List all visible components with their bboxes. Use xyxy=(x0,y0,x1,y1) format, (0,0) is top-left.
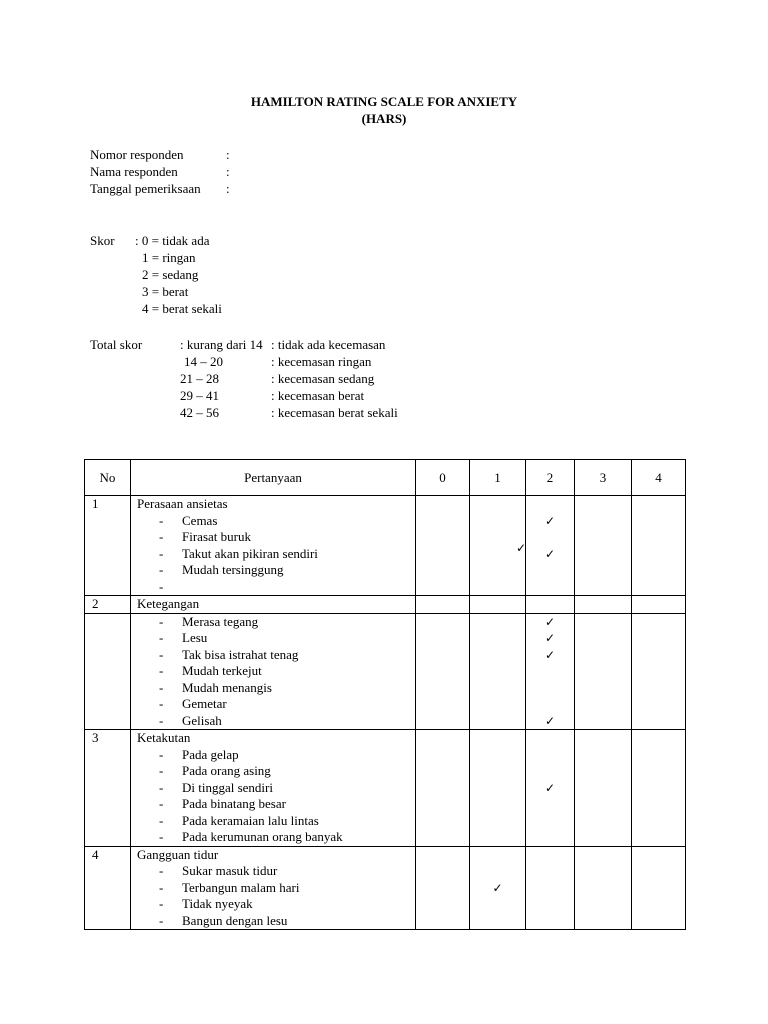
list-item xyxy=(137,829,415,846)
list-item xyxy=(137,663,415,680)
list-item xyxy=(137,780,415,797)
question-item: Pada kerumunan orang banyak xyxy=(182,829,343,844)
list-item xyxy=(137,562,415,579)
list-item xyxy=(137,647,415,664)
question-cell xyxy=(131,496,416,596)
bullet-dash: - xyxy=(159,829,164,844)
table-row xyxy=(85,846,686,930)
question-item: Cemas xyxy=(182,512,218,528)
bullet-dash: - xyxy=(159,630,164,645)
total-range: 14 – 20 xyxy=(184,354,223,369)
question-cell xyxy=(131,730,416,847)
bullet-dash: - xyxy=(159,696,164,711)
skor-line: 2 = sedang xyxy=(142,267,199,282)
total-desc: : kecemasan sedang xyxy=(271,371,375,386)
list-item xyxy=(137,713,415,730)
list-item xyxy=(137,796,415,813)
question-cell xyxy=(131,846,416,930)
item-number: 1 xyxy=(85,496,131,596)
bullet-dash: - xyxy=(159,562,164,577)
list-item xyxy=(137,863,415,880)
header-score-2: 2 xyxy=(526,460,575,496)
bullet-dash: - xyxy=(159,512,164,528)
table-row xyxy=(85,730,686,847)
question-item: Lesu xyxy=(182,630,208,645)
checkmark-icon: ✓ xyxy=(544,546,556,561)
item-number xyxy=(85,613,131,730)
score-cell-1[interactable] xyxy=(470,613,526,730)
score-cell-4[interactable] xyxy=(632,613,686,730)
score-cell-0[interactable] xyxy=(416,613,470,730)
exam-date-colon: : xyxy=(226,181,230,196)
list-item xyxy=(137,614,415,631)
list-item xyxy=(137,896,415,913)
total-range: : kurang dari 14 xyxy=(180,337,263,352)
bullet-dash: - xyxy=(159,613,164,629)
question-item: Terbangun malam hari xyxy=(182,879,300,895)
list-item xyxy=(137,913,415,930)
question-cell xyxy=(131,613,416,730)
question-item: Pada keramaian lalu lintas xyxy=(182,812,319,828)
header-score-4: 4 xyxy=(632,460,686,496)
question-item: Mudah menangis xyxy=(182,679,272,695)
list-item xyxy=(137,696,415,713)
list-item xyxy=(137,546,415,563)
score-cell-2[interactable] xyxy=(526,613,575,730)
list-item xyxy=(137,529,415,546)
table-row xyxy=(85,613,686,730)
bullet-dash: - xyxy=(159,912,164,928)
question-category: Ketakutan xyxy=(137,730,191,745)
question-item: Bangun dengan lesu xyxy=(182,912,288,928)
total-range: 29 – 41 xyxy=(180,388,219,403)
score-cell-4[interactable] xyxy=(632,730,686,847)
item-number: 4 xyxy=(85,846,131,930)
total-desc: : tidak ada kecemasan xyxy=(271,337,386,352)
form-title xyxy=(0,93,768,127)
question-item: Gelisah xyxy=(182,712,222,728)
score-cell-3[interactable] xyxy=(575,730,632,847)
checkmark-icon: ✓ xyxy=(544,513,556,528)
header-no: No xyxy=(85,460,131,496)
question-item: Merasa tegang xyxy=(182,613,259,629)
exam-date-label: Tanggal pemeriksaan xyxy=(90,181,201,196)
question-item: Takut akan pikiran sendiri xyxy=(182,545,318,561)
score-cell-4[interactable] xyxy=(632,496,686,596)
bullet-dash: - xyxy=(159,779,164,795)
question-item: Firasat buruk xyxy=(182,529,251,544)
question-item: Di tinggal sendiri xyxy=(182,779,273,795)
question-item: Pada orang asing xyxy=(182,763,271,778)
hars-table xyxy=(84,459,686,930)
header-score-1: 1 xyxy=(470,460,526,496)
checkmark-icon: ✓ xyxy=(544,647,556,662)
bullet-dash: - xyxy=(159,545,164,561)
bullet-dash: - xyxy=(159,578,164,594)
skor-label: Skor xyxy=(90,233,115,248)
score-cell-0[interactable] xyxy=(416,730,470,847)
list-item xyxy=(137,630,415,647)
score-cell-2[interactable] xyxy=(526,596,575,614)
bullet-dash: - xyxy=(159,863,164,878)
question-item: Mudah terkejut xyxy=(182,663,262,678)
checkmark-icon: ✓ xyxy=(544,631,556,645)
question-item: Pada binatang besar xyxy=(182,796,286,811)
score-cell-0[interactable] xyxy=(416,846,470,930)
score-cell-0[interactable] xyxy=(416,496,470,596)
question-item: Tak bisa istrahat tenag xyxy=(182,646,299,662)
list-item xyxy=(137,747,415,764)
total-skor-label: Total skor xyxy=(90,337,143,352)
bullet-dash: - xyxy=(159,646,164,662)
question-item: Tidak nyeyak xyxy=(182,896,253,911)
bullet-dash: - xyxy=(159,796,164,811)
score-cell-1[interactable] xyxy=(470,596,526,614)
question-item: Mudah tersinggung xyxy=(182,562,284,577)
question-item: Gemetar xyxy=(182,696,227,711)
skor-line: : 0 = tidak ada xyxy=(135,233,210,248)
question-category: Ketegangan xyxy=(137,596,200,611)
question-category: Perasaan ansietas xyxy=(137,496,228,511)
checkmark-icon: ✓ xyxy=(544,780,556,795)
checkmark-icon: ✓ xyxy=(544,713,556,728)
question-item: Pada gelap xyxy=(182,746,239,762)
total-desc: : kecemasan ringan xyxy=(271,354,372,369)
bullet-dash: - xyxy=(159,812,164,828)
respondent-number-label: Nomor responden xyxy=(90,147,184,162)
skor-line: 3 = berat xyxy=(142,284,189,299)
respondent-number-colon: : xyxy=(226,147,230,162)
score-cell-2[interactable] xyxy=(526,496,575,596)
score-cell-3[interactable] xyxy=(575,613,632,730)
checkmark-icon: ✓ xyxy=(516,541,527,555)
question-category: Gangguan tidur xyxy=(137,846,219,862)
skor-line: 4 = berat sekali xyxy=(142,301,222,316)
header-score-0: 0 xyxy=(416,460,470,496)
bullet-dash: - xyxy=(159,879,164,895)
bullet-dash: - xyxy=(159,746,164,762)
list-item xyxy=(137,763,415,780)
total-desc: : kecemasan berat sekali xyxy=(271,405,398,420)
table-row xyxy=(85,596,686,614)
list-item xyxy=(137,513,415,530)
header-score-3: 3 xyxy=(575,460,632,496)
item-number: 2 xyxy=(85,596,131,614)
bullet-dash: - xyxy=(159,529,164,544)
table-header-row xyxy=(85,460,686,496)
list-item xyxy=(137,813,415,830)
score-cell-3[interactable] xyxy=(575,846,632,930)
bullet-dash: - xyxy=(159,763,164,778)
checkmark-icon: ✓ xyxy=(544,614,556,629)
score-cell-0[interactable] xyxy=(416,596,470,614)
score-cell-3[interactable] xyxy=(575,496,632,596)
total-range: 42 – 56 xyxy=(180,405,219,420)
list-item xyxy=(137,680,415,697)
bullet-dash: - xyxy=(159,679,164,695)
score-cell-3[interactable] xyxy=(575,596,632,614)
bullet-dash: - xyxy=(159,712,164,728)
checkmark-icon: ✓ xyxy=(492,880,503,895)
bullet-dash: - xyxy=(159,663,164,678)
score-cell-4[interactable] xyxy=(632,596,686,614)
score-cell-1[interactable] xyxy=(470,846,526,930)
question-item: Sukar masuk tidur xyxy=(182,863,278,878)
score-cell-1[interactable] xyxy=(470,730,526,847)
table-row xyxy=(85,496,686,596)
respondent-name-label: Nama responden xyxy=(90,164,178,179)
respondent-name-colon: : xyxy=(226,164,230,179)
total-desc: : kecemasan berat xyxy=(271,388,365,403)
bullet-dash: - xyxy=(159,896,164,911)
title-line-2: (HARS) xyxy=(361,111,407,126)
question-cell xyxy=(131,596,416,614)
item-number: 3 xyxy=(85,730,131,847)
score-cell-4[interactable] xyxy=(632,846,686,930)
title-line-1: HAMILTON RATING SCALE FOR ANXIETY xyxy=(250,94,518,109)
total-range: 21 – 28 xyxy=(180,371,219,386)
list-item xyxy=(137,579,415,596)
skor-line: 1 = ringan xyxy=(142,250,196,265)
score-cell-2[interactable] xyxy=(526,730,575,847)
header-question: Pertanyaan xyxy=(131,460,416,496)
list-item xyxy=(137,880,415,897)
score-cell-2[interactable] xyxy=(526,846,575,930)
